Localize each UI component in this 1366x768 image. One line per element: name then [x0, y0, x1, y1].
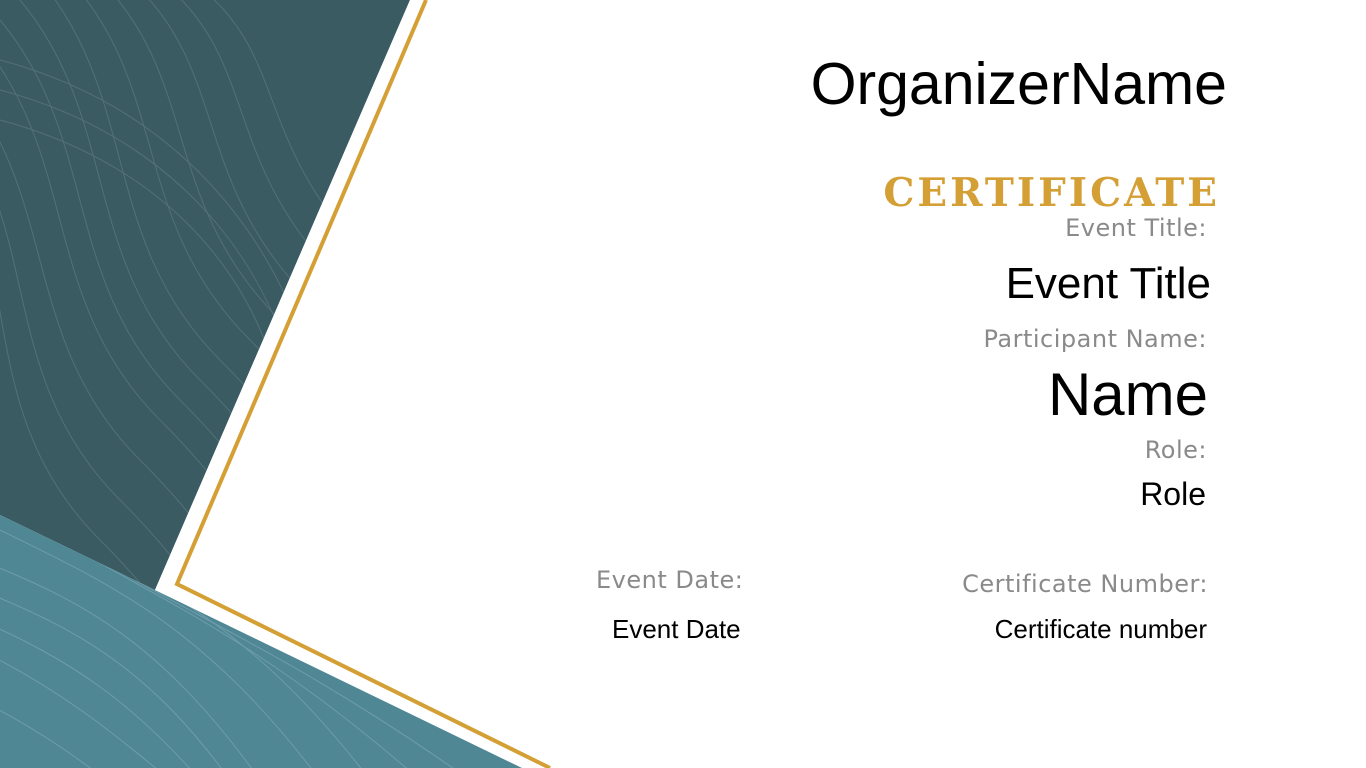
role-value: Role [1140, 476, 1206, 512]
certificate-heading: CERTIFICATE [883, 170, 1220, 216]
event-date-value: Event Date [612, 614, 741, 644]
organizer-name: OrganizerName [810, 51, 1227, 117]
event-title-label: Event Title: [1065, 214, 1207, 242]
certificate-number-value: Certificate number [994, 614, 1207, 644]
participant-name-value: Name [1047, 361, 1208, 428]
event-title-value: Event Title [1005, 259, 1211, 308]
participant-name-label: Participant Name: [983, 325, 1207, 353]
role-label: Role: [1144, 436, 1207, 464]
event-date-label: Event Date: [596, 566, 744, 594]
certificate-number-label: Certificate Number: [962, 570, 1208, 598]
